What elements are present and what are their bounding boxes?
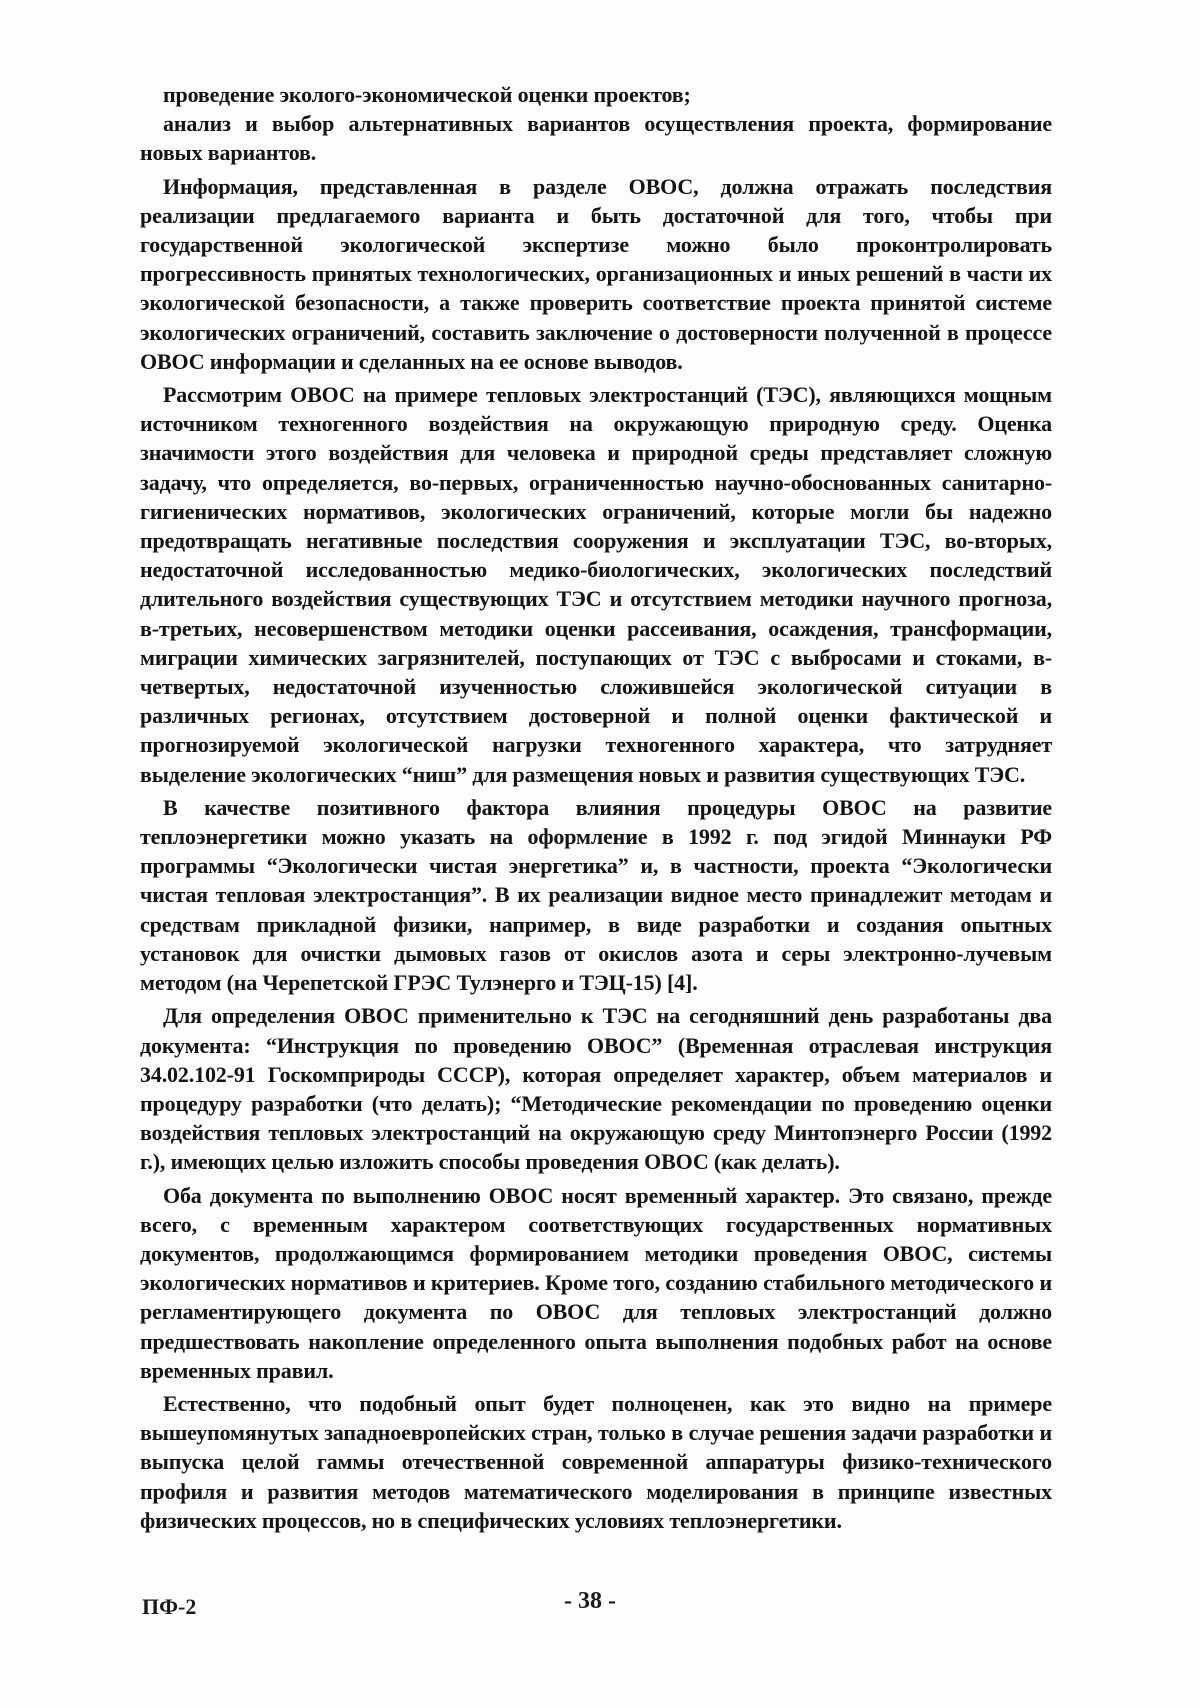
paragraph-1: проведение эколого-экономической оценки проектов; <box>163 82 691 107</box>
paragraph-6: Для определения ОВОС применительно к ТЭС на сегодняшний день разработаны два документа: “Инструкция по проведению ОВОС” (Временная отраслевая инструкция 34.02.102-91 Госкомприроды СССР), которая определяет характер, объем материалов и процедуру разработки (что делать); “Методические рекомендации по проведению оценки воздействия тепловых электростанций на окружающую среду Минтопэнерго России (1992 г.), имеющих целью изложить способы проведения ОВОС (как делать). <box>140 1003 1052 1175</box>
paragraph-3: Информация, представленная в разделе ОВОС, должна отражать последствия реализации предлагаемого варианта и быть достаточной для того, чтобы при государственной экологической экспертизе можно было проконтролировать прогрессивность принятых технологических, организационных и иных решений в части их экологической безопасности, а также проверить соответствие проекта принятой системе экологических ограничений, составить заключение о достоверности полученной в процессе ОВОС информации и сделанных на ее основе выводов. <box>140 173 1052 374</box>
paragraph-2: анализ и выбор альтернативных вариантов осуществления проекта, формирование новых вариантов. <box>140 111 1052 166</box>
paragraph-7: Оба документа по выполнению ОВОС носят временный характер. Это связано, прежде всего, с временным характером соответствующих государственных нормативных документов, продолжающимся формированием методики проведения ОВОС, системы экологических нормативов и критериев. Кроме того, созданию стабильного методического и регламентирующего документа по ОВОС для тепловых электростанций должно предшествовать накопление определенного опыта выполнения подобных работ на основе временных правил. <box>140 1182 1052 1383</box>
page-number: - 38 - <box>564 1588 616 1614</box>
footer-code: ПФ-2 <box>142 1594 197 1619</box>
paragraph-8: Естественно, что подобный опыт будет полноценен, как это видно на примере вышеупомянутых западноевропейских стран, только в случае решения задачи разработки и выпуска целой гаммы отечественной современной аппаратуры физико-технического профиля и развития методов математического моделирования в принципе известных физических процессов, но в специфических условиях теплоэнергетики. <box>140 1390 1052 1533</box>
paragraph-4: Рассмотрим ОВОС на примере тепловых электростанций (ТЭС), являющихся мощным источником техногенного воздействия на окружающую природную среду. Оценка значимости этого воздействия для человека и природной среды представляет сложную задачу, что определяется, во-первых, ограниченностью научно-обоснованных санитарно-гигиенических нормативов, экологических ограничений, которые могли бы надежно предотвращать негативные последствия сооружения и эксплуатации ТЭС, во-вторых, недостаточной исследованностью медико-биологических, экологических последствий длительного воздействия существующих ТЭС и отсутствием методики научного прогноза, в-третьих, несовершенством методики оценки рассеивания, осаждения, трансформации, миграции химических загрязнителей, поступающих от ТЭС с выбросами и стоками, в-четвертых, недостаточной изученностью сложившейся экологической ситуации в различных регионах, отсутствием достоверной и полной оценки фактической и прогнозируемой экологической нагрузки техногенного характера, что затрудняет выделение экологических “ниш” для размещения новых и развития существующих ТЭС. <box>140 382 1052 787</box>
paragraph-5: В качестве позитивного фактора влияния процедуры ОВОС на развитие теплоэнергетики можно указать на оформление в 1992 г. под эгидой Миннауки РФ программы “Экологически чистая энергетика” и, в частности, проекта “Экологически чистая тепловая электростанция”. В их реализации видное место принадлежит методам и средствам прикладной физики, например, в виде разработки и создания опытных установок для очистки дымовых газов от окислов азота и серы электронно-лучевым методом (на Черепетской ГРЭС Тулэнерго и ТЭЦ-15) [4]. <box>140 794 1052 996</box>
body-text <box>140 80 1052 1539</box>
